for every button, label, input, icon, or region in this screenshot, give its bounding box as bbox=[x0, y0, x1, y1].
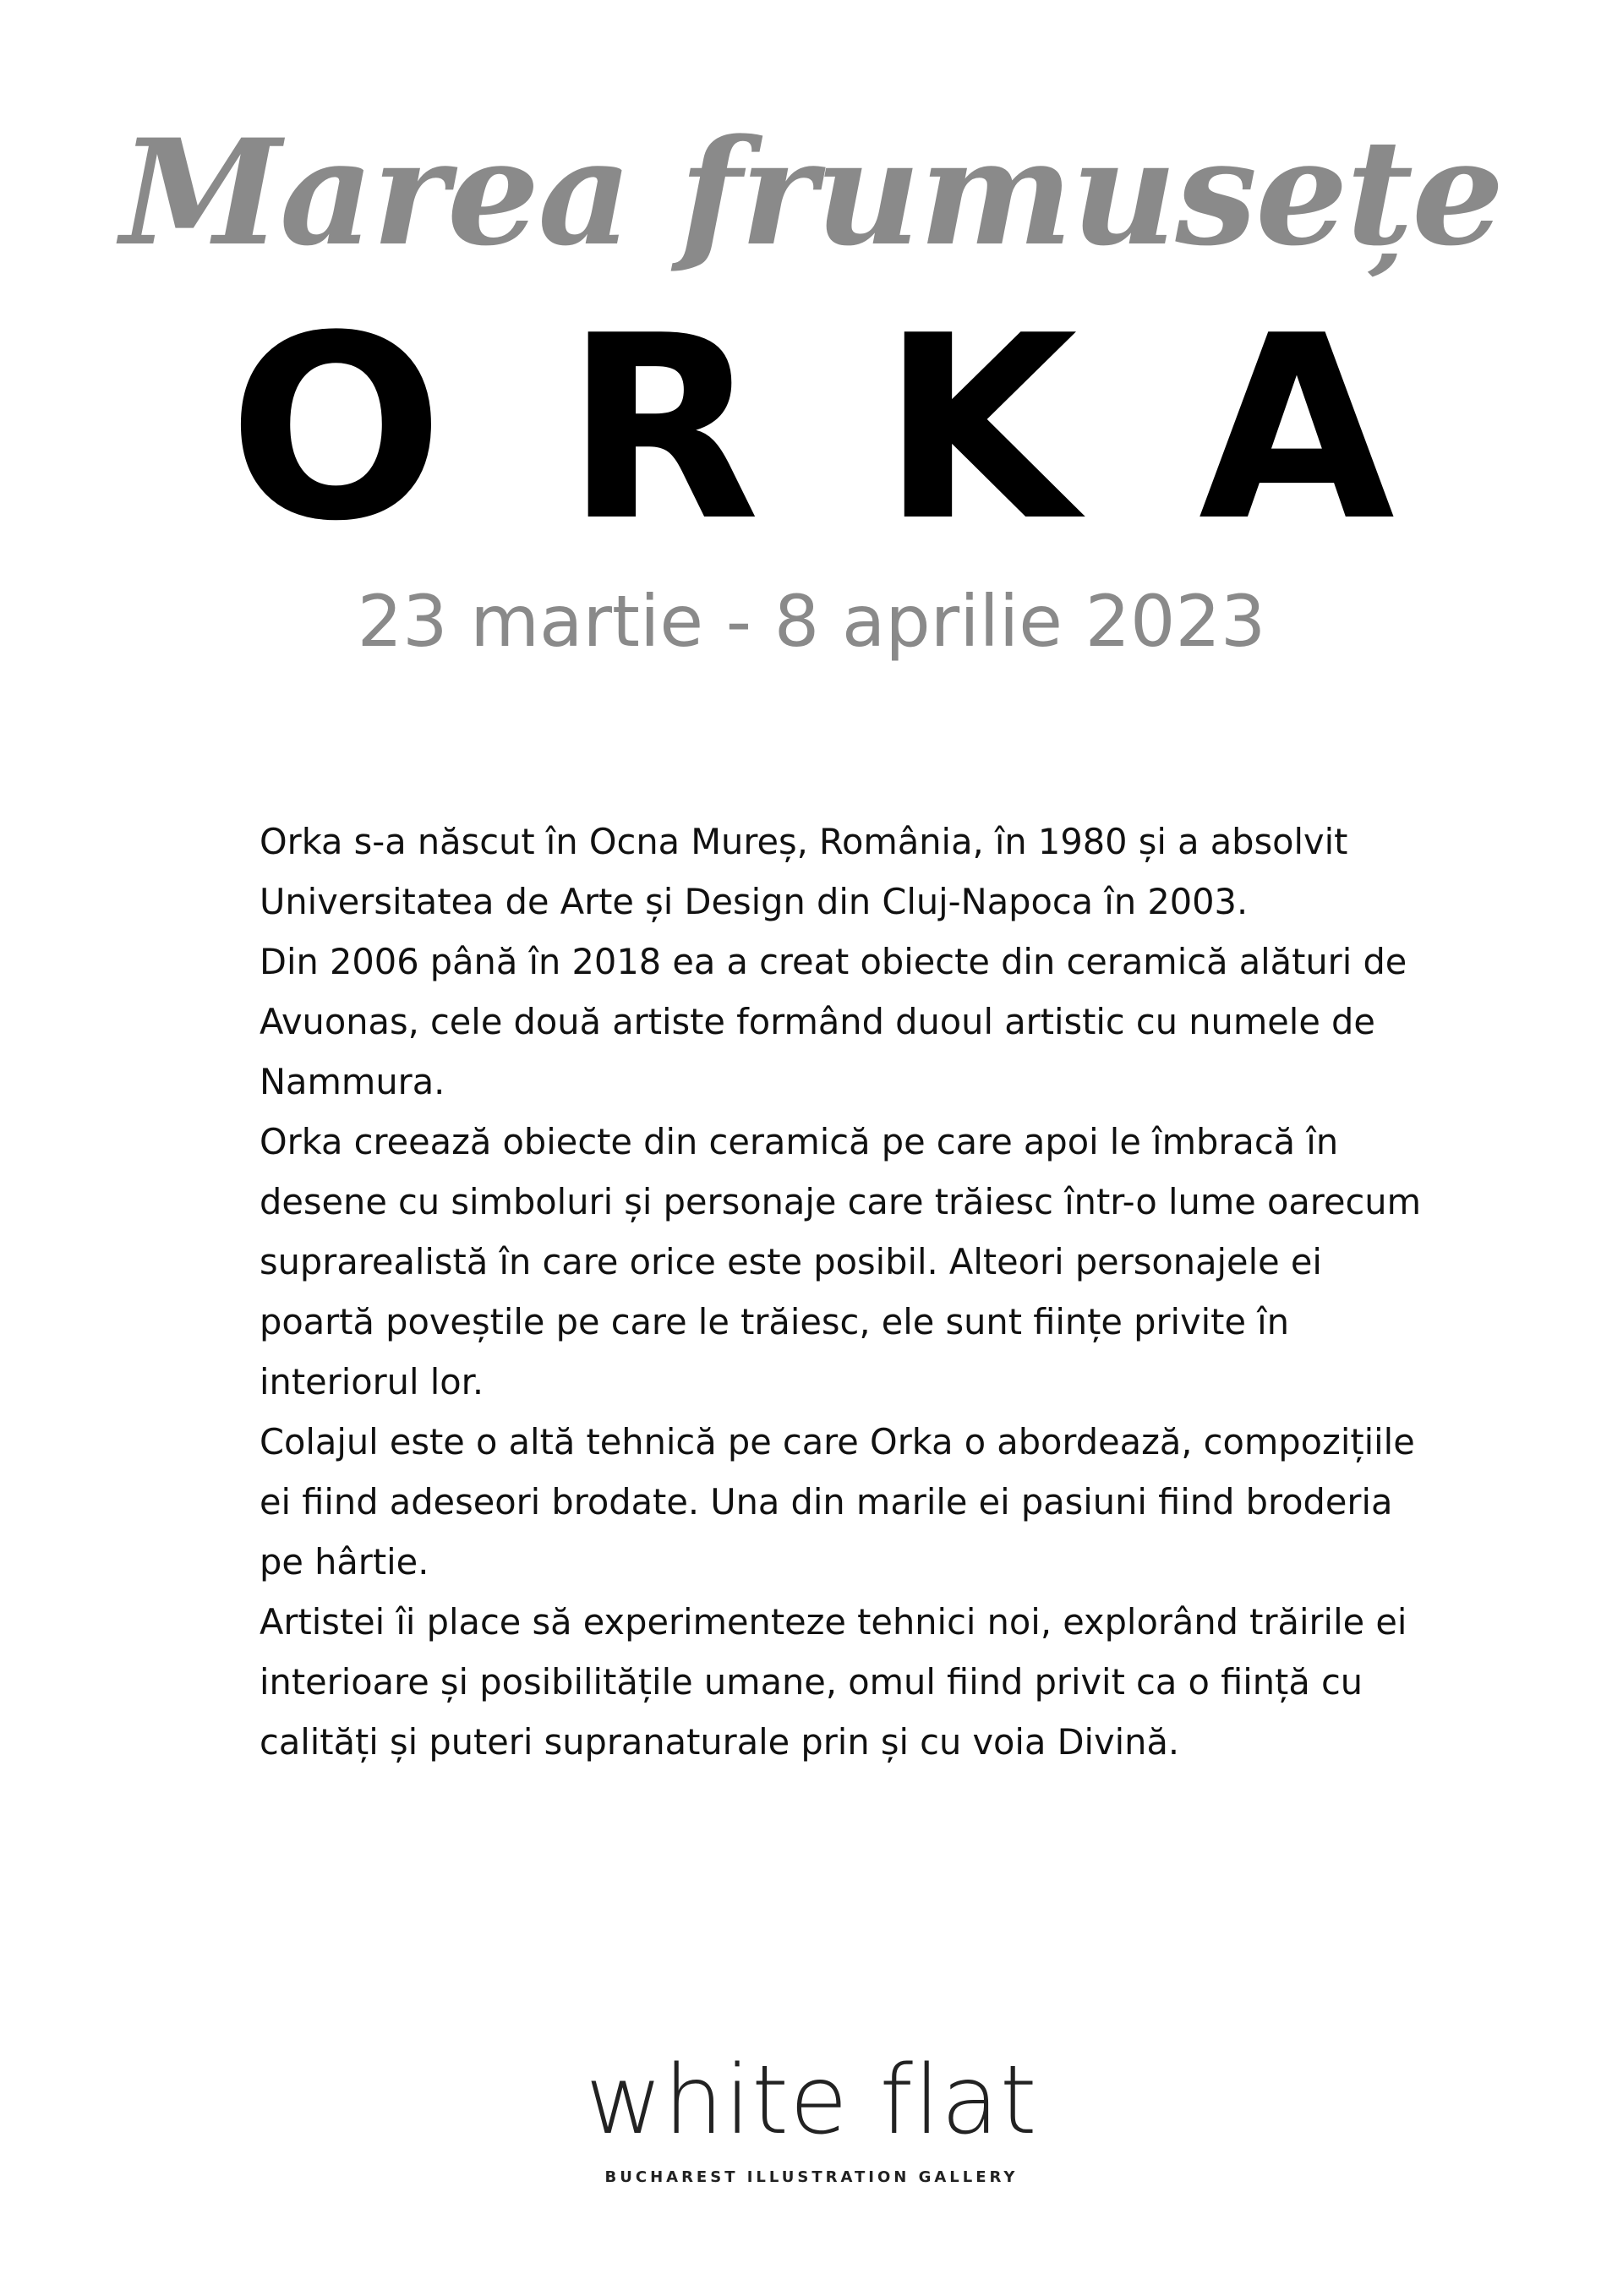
gallery-logo: white flat bbox=[585, 2046, 1038, 2156]
bio-paragraph: Orka creează obiecte din ceramică pe care apoi le îmbracă în desene cu simboluri și personaje care trăiesc într-o lume oarecum suprarealistă în care orice este posibil. Alteori personajele ei poartă poveștile pe care le trăiesc, ele sunt ființe privite în interiorul lor. bbox=[260, 1121, 1422, 1402]
artist-bio bbox=[260, 812, 1443, 1772]
gallery-tagline: BUCHAREST ILLUSTRATION GALLERY bbox=[604, 2168, 1019, 2186]
artist-name bbox=[228, 282, 1395, 577]
exhibition-title: Marea frumusețe bbox=[120, 107, 1503, 278]
bio-paragraph: Artistei îi place să experimenteze tehnici noi, explorând trăirile ei interioare și posibilitățile umane, omul fiind privit ca o ființă cu calități și puteri supranaturale prin și cu voia Divină. bbox=[260, 1601, 1407, 1763]
artist-name-letter: O bbox=[228, 282, 445, 577]
artist-name-letter: R bbox=[565, 282, 761, 577]
artist-name-letter: A bbox=[1198, 282, 1395, 577]
exhibition-dates: 23 martie - 8 aprilie 2023 bbox=[357, 580, 1266, 663]
bio-paragraph: Colajul este o altă tehnică pe care Orka o abordează, compozițiile ei fiind adeseori brodate. Una din marile ei pasiuni fiind broderia pe hârtie. bbox=[260, 1421, 1415, 1583]
bio-paragraph: Din 2006 până în 2018 ea a creat obiecte din ceramică alături de Avuonas, cele două artiste formând duoul artistic cu numele de Nammura. bbox=[260, 941, 1407, 1102]
artist-name-letter: K bbox=[881, 282, 1078, 577]
bio-paragraph: Orka s-a născut în Ocna Mureș, România, în 1980 și a absolvit Universitatea de Arte și Design din Cluj-Napoca în 2003. bbox=[260, 821, 1348, 922]
